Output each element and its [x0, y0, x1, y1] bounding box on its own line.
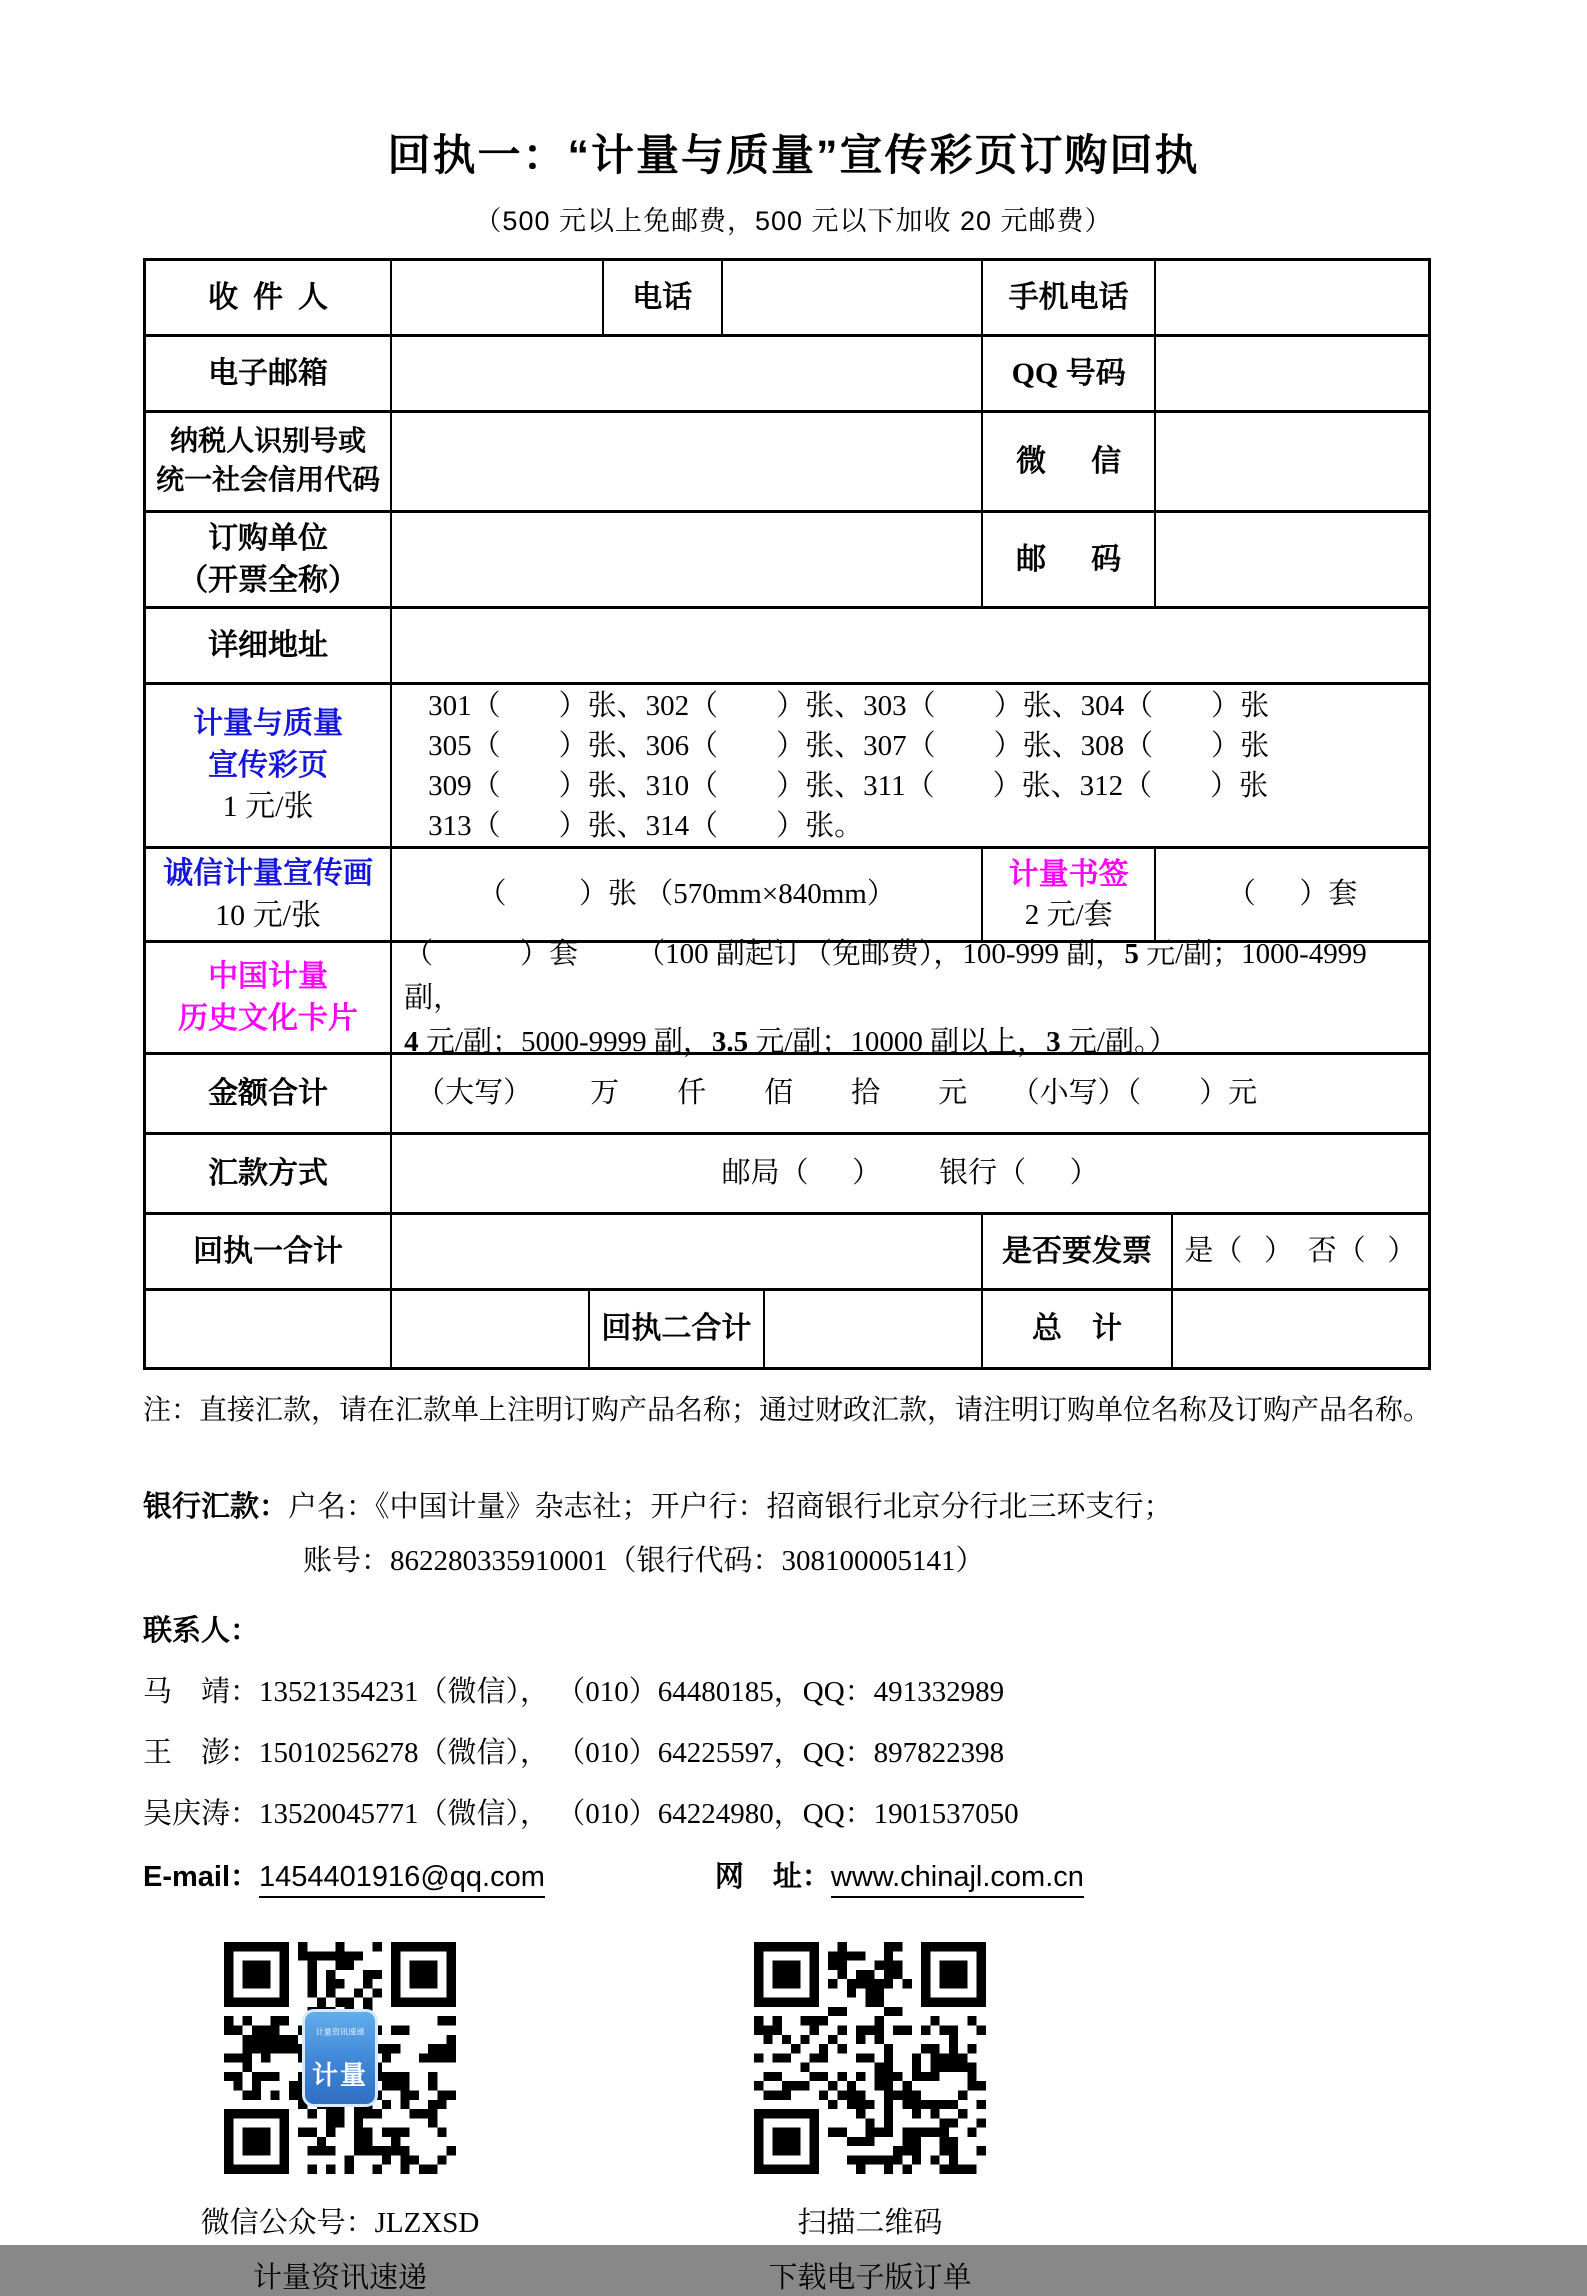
bank-account-name: 户名：《中国计量》杂志社；开户行：招商银行北京分行北三环支行；	[288, 1491, 1173, 1523]
taxid-label-line1: 纳税人识别号或	[170, 425, 367, 457]
contacts-section	[143, 1608, 1587, 1832]
card-pricing-line1	[404, 932, 1422, 1020]
flyer-order-blanks	[392, 685, 1428, 846]
address-blank-cell	[392, 609, 1428, 682]
bottom-blank-2	[392, 1291, 589, 1367]
poster-label	[146, 849, 392, 940]
zip-blank-cell	[1156, 513, 1428, 606]
website-label: 网 址：	[714, 1861, 831, 1894]
poster-price: 10 元/张	[215, 898, 321, 932]
qq-label: QQ 号码	[983, 337, 1156, 410]
zip-label: 邮 码	[983, 513, 1156, 606]
table-row-total	[146, 1291, 1428, 1367]
remittance-note: 注：直接汇款，请在汇款单上注明订购产品名称；通过财政汇款，请注明订购单位名称及订购产品名称。	[143, 1395, 1432, 1426]
remit-content-cell: 邮局（ ） 银行（ ）	[721, 1157, 1099, 1190]
qr-codes-row	[190, 1942, 1587, 2296]
grand-total-label: 总 计	[983, 1291, 1173, 1367]
amount-label: 金额合计	[146, 1055, 392, 1132]
card-label	[146, 943, 392, 1052]
bank-info	[143, 1486, 1587, 1582]
wechat-qr-block	[190, 1942, 490, 2296]
table-row-address	[146, 609, 1428, 685]
website-link[interactable]: www.chinajl.com.cn	[831, 1861, 1084, 1898]
email-link[interactable]: 1454401916@qq.com	[259, 1861, 545, 1898]
invoice-options-cell: 是（ ） 否（ ）	[1184, 1235, 1417, 1268]
phone-blank-cell	[723, 261, 983, 334]
card-seg3: 元/副；5000-9999 副，	[418, 1025, 712, 1058]
qq-blank-cell	[1156, 337, 1428, 410]
bookmark-price: 2 元/套	[1024, 899, 1113, 932]
bank-line-1	[143, 1486, 1587, 1528]
table-row-recipient	[146, 261, 1428, 337]
contact-detail: ：13520045771（微信）， （010）64224980，QQ：1901537050	[230, 1798, 1019, 1831]
download-qr-caption-1: 扫描二维码	[797, 2207, 943, 2240]
contact-name: 马 靖	[143, 1676, 231, 1709]
table-row-remit	[146, 1135, 1428, 1215]
download-qr-caption-2: 下载电子版订单	[768, 2262, 972, 2295]
receipt2-blank-cell	[765, 1291, 983, 1367]
order-table	[143, 258, 1431, 1370]
unit-blank-cell	[392, 513, 983, 606]
phone-label: 电话	[604, 261, 723, 334]
receipt1-label: 回执一合计	[146, 1215, 392, 1288]
card-seg4: 元/副；10000 副以上，	[748, 1025, 1047, 1058]
bank-label: 银行汇款：	[143, 1491, 289, 1523]
contact-name: 王 澎	[143, 1737, 231, 1770]
card-seg2: 元/副；1000-4999 副，	[404, 937, 1375, 1014]
contact-line	[143, 1669, 1587, 1710]
bank-line-2: 账号：862280335910001（银行代码：308100005141）	[303, 1545, 985, 1578]
card-price-bold-5: 5	[1124, 937, 1139, 970]
contact-line	[143, 1730, 1587, 1771]
taxid-label	[146, 413, 392, 510]
contact-detail: ：13521354231（微信）， （010）64480185，QQ：491332989	[230, 1676, 1005, 1709]
card-seg1: （ ）套 （100 副起订（免邮费），100-999 副，	[404, 937, 1125, 970]
wechat-qr-logo	[302, 2009, 378, 2107]
card-price-bold-3: 3	[1046, 1025, 1061, 1058]
card-name-line1: 中国计量	[208, 960, 329, 994]
address-label: 详细地址	[146, 609, 392, 682]
poster-blank-cell: （ ）张 （570mm×840mm）	[392, 849, 983, 940]
table-row-receipt1	[146, 1215, 1428, 1291]
card-price-bold-3-5: 3.5	[711, 1025, 749, 1058]
bottom-blank-1	[146, 1291, 392, 1367]
flyer-line-2: 305（ ）张、306（ ）张、307（ ）张、308（ ）张	[428, 729, 1270, 762]
download-qr-block	[720, 1942, 1020, 2296]
page-subtitle: （500 元以上免邮费，500 元以下加收 20 元邮费）	[474, 206, 1113, 236]
flyer-price: 1 元/张	[222, 790, 314, 824]
email-web-row	[143, 1854, 1587, 1898]
recipient-label: 收 件 人	[146, 261, 392, 334]
wechat-qr-caption-2: 计量资讯速递	[252, 2262, 427, 2295]
flyer-name-line2: 宣传彩页	[208, 748, 329, 782]
taxid-blank-cell	[392, 413, 983, 510]
mobile-label: 手机电话	[983, 261, 1156, 334]
table-row-amount	[146, 1055, 1428, 1135]
unit-label	[146, 513, 392, 606]
table-row-poster	[146, 849, 1428, 943]
table-row-flyer	[146, 685, 1428, 849]
bookmark-label	[983, 849, 1156, 940]
unit-label-line1: 订购单位	[208, 522, 329, 556]
contact-name: 吴庆涛	[143, 1798, 231, 1831]
contact-line	[143, 1791, 1587, 1832]
bookmark-name: 计量书签	[1008, 857, 1129, 891]
flyer-line-3: 309（ ）张、310（ ）张、311（ ）张、312（ ）张	[428, 769, 1269, 802]
unit-label-line2: （开票全称）	[178, 563, 359, 597]
taxid-label-line2: 统一社会信用代码	[156, 464, 381, 496]
grand-total-blank-cell	[1173, 1291, 1428, 1367]
wechat-qr-caption-1: 微信公众号：JLZXSD	[200, 2207, 480, 2240]
qr-logo-top-text: 计量资讯速递	[315, 2027, 365, 2037]
table-row-taxid	[146, 413, 1428, 513]
invoice-label: 是否要发票	[983, 1215, 1173, 1288]
table-row-email	[146, 337, 1428, 413]
receipt1-blank-cell	[392, 1215, 983, 1288]
bookmark-blank-cell: （ ）套	[1226, 878, 1358, 911]
card-order-cell	[392, 937, 1428, 1058]
contact-detail: ：15010256278（微信）， （010）64225597，QQ：897822398	[230, 1737, 1005, 1770]
contacts-heading: 联系人：	[143, 1615, 260, 1648]
mobile-blank-cell	[1156, 261, 1428, 334]
flyer-name-line1: 计量与质量	[193, 707, 344, 741]
page-title: 回执一：“计量与质量”宣传彩页订购回执	[387, 132, 1200, 180]
amount-content-cell: （大写） 万 仟 佰 拾 元 （小写）（ ）元	[416, 1077, 1258, 1110]
card-name-line2: 历史文化卡片	[178, 1001, 359, 1035]
wechat-blank-cell	[1156, 413, 1428, 510]
recipient-blank-cell	[392, 261, 604, 334]
qr-logo-main-text: 计量	[311, 2060, 368, 2090]
card-seg5: 元/副。）	[1060, 1025, 1178, 1058]
flyer-line-1: 301（ ）张、302（ ）张、303（ ）张、304（ ）张	[428, 689, 1270, 722]
email-label: E-mail：	[143, 1861, 260, 1894]
email-label: 电子邮箱	[146, 337, 392, 410]
wechat-label: 微 信	[983, 413, 1156, 510]
wechat-qr-code	[224, 1942, 456, 2174]
poster-name: 诚信计量宣传画	[163, 857, 374, 891]
table-row-unit	[146, 513, 1428, 609]
remit-label: 汇款方式	[146, 1135, 392, 1212]
card-price-bold-4: 4	[404, 1025, 419, 1058]
download-qr-code	[754, 1942, 986, 2174]
email-blank-cell	[392, 337, 983, 410]
flyer-line-4: 313（ ）张、314（ ）张。	[428, 809, 864, 842]
table-row-cards	[146, 937, 1428, 1058]
receipt2-label: 回执二合计	[590, 1291, 766, 1367]
flyer-label	[146, 685, 392, 846]
